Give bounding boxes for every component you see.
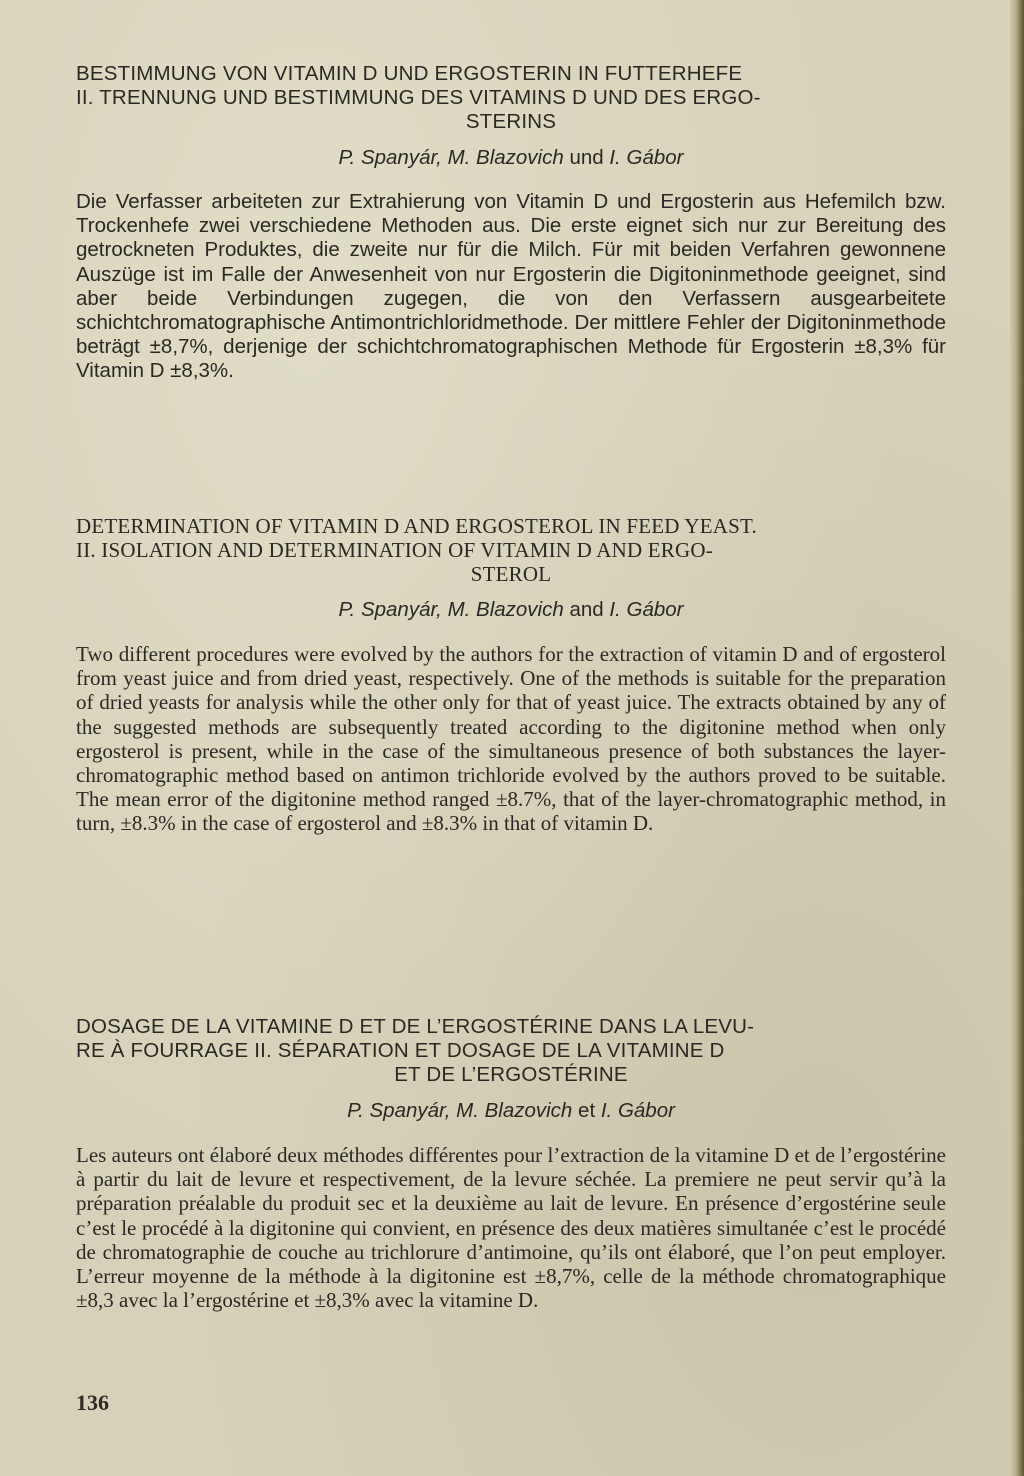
english-section: [76, 514, 946, 857]
german-title-line-3: STERINS: [465, 110, 557, 133]
author-3: I. Gábor: [609, 146, 684, 169]
author-conjunction: and: [569, 598, 604, 621]
author-2: M. Blazovich: [447, 146, 564, 169]
author-1: P. Spanyár,: [338, 146, 442, 169]
english-authors: [76, 598, 946, 622]
author-conjunction: und: [569, 146, 604, 169]
page-edge-shadow: [1010, 0, 1024, 1476]
french-title-line-2: RE À FOURRAGE II. SÉPARATION ET DOSAGE DE LA VITAMINE D: [76, 1039, 725, 1062]
english-title: [76, 514, 946, 586]
german-title: [76, 62, 946, 134]
author-3: I. Gábor: [600, 1099, 675, 1122]
german-authors: [76, 146, 946, 170]
french-section: [76, 1015, 946, 1333]
german-title-line-2: II. TRENNUNG UND BESTIMMUNG DES VITAMINS D UND DES ERGO-: [76, 86, 761, 109]
german-title-line-1: BESTIMMUNG VON VITAMIN D UND ERGOSTERIN IN FUTTERHEFE: [76, 62, 743, 85]
english-title-line-3: STEROL: [470, 562, 552, 586]
french-title: [76, 1015, 946, 1087]
french-abstract: Les auteurs ont élaboré deux méthodes différentes pour l’extraction de la vitamine D et de l’ergostérine à partir du lait de levure et respectivement, de la levure séchée. La premiere ne peut servir qu’à la préparation préalable du produit sec et la deuxième au lait de levure. En présence d’ergostérine seule c’est le procédé à la digitonine qui convient, en présence des deux matières simultanée c’est le procédé de chromatographie de couche au trichlorure d’antimoine, qu’ils ont élaboré, que l’on peut employer. L’erreur moyenne de la méthode à la digitonine est ±8,7%, celle de la méthode chromatographique ±8,3 avec la l’ergostérine et ±8,3% avec la vitamine D.: [76, 1143, 946, 1313]
author-1: P. Spanyár,: [347, 1099, 451, 1122]
author-2: M. Blazovich: [456, 1099, 573, 1122]
french-title-line-3: ET DE L’ERGOSTÉRINE: [394, 1063, 628, 1086]
french-authors: [76, 1099, 946, 1123]
english-title-line-2: II. ISOLATION AND DETERMINATION OF VITAMIN D AND ERGO-: [76, 538, 713, 562]
author-3: I. Gábor: [609, 598, 684, 621]
english-title-line-1: DETERMINATION OF VITAMIN D AND ERGOSTEROL IN FEED YEAST.: [76, 514, 757, 538]
author-conjunction: et: [578, 1099, 596, 1122]
author-2: M. Blazovich: [447, 598, 564, 621]
french-title-line-1: DOSAGE DE LA VITAMINE D ET DE L’ERGOSTÉRINE DANS LA LEVU-: [76, 1015, 755, 1038]
german-abstract: Die Verfasser arbeiteten zur Extrahierung von Vitamin D und Ergosterin aus Hefemilch bzw. Trockenhefe zwei verschiedene Methoden aus. Die erste eignet sich nur zur Bereitung des getrockneten Produktes, die zweite nur für die Milch. Für mit beiden Verfahren gewonnene Auszüge ist im Falle der Anwesenheit von nur Ergosterin die Digitoninmethode geeignet, sind aber beide Verbindungen zugegen, die von den Verfassern ausgearbeitete schichtchromatographische Antimontrichloridmethode. Der mittlere Fehler der Digitoninmethode beträgt ±8,7%, derjenige der schichtchromatographischen Methode für Ergosterin ±8,3% für Vitamin D ±8,3%.: [76, 190, 946, 383]
english-abstract: Two different procedures were evolved by the authors for the extraction of vitamin D and of ergosterol from yeast juice and from dried yeast, respectively. One of the methods is suitable for the preparation of dried yeasts for analysis while the other only for that of yeast juice. The extracts obtained by any of the suggested methods are subsequently treated according to the digitonine method when only ergosterol is present, while in the case of the simultaneous presence of both substances the layer-chromatographic method based on antimon trichloride evolved by the authors proved to be suitable. The mean error of the digitonine method ranged ±8.7%, that of the layer-chromatographic method, in turn, ±8.3% in the case of ergosterol and ±8.3% in that of vitamin D.: [76, 642, 946, 836]
page-number: 136: [76, 1390, 109, 1415]
german-section: [76, 62, 946, 404]
author-1: P. Spanyár,: [338, 598, 442, 621]
